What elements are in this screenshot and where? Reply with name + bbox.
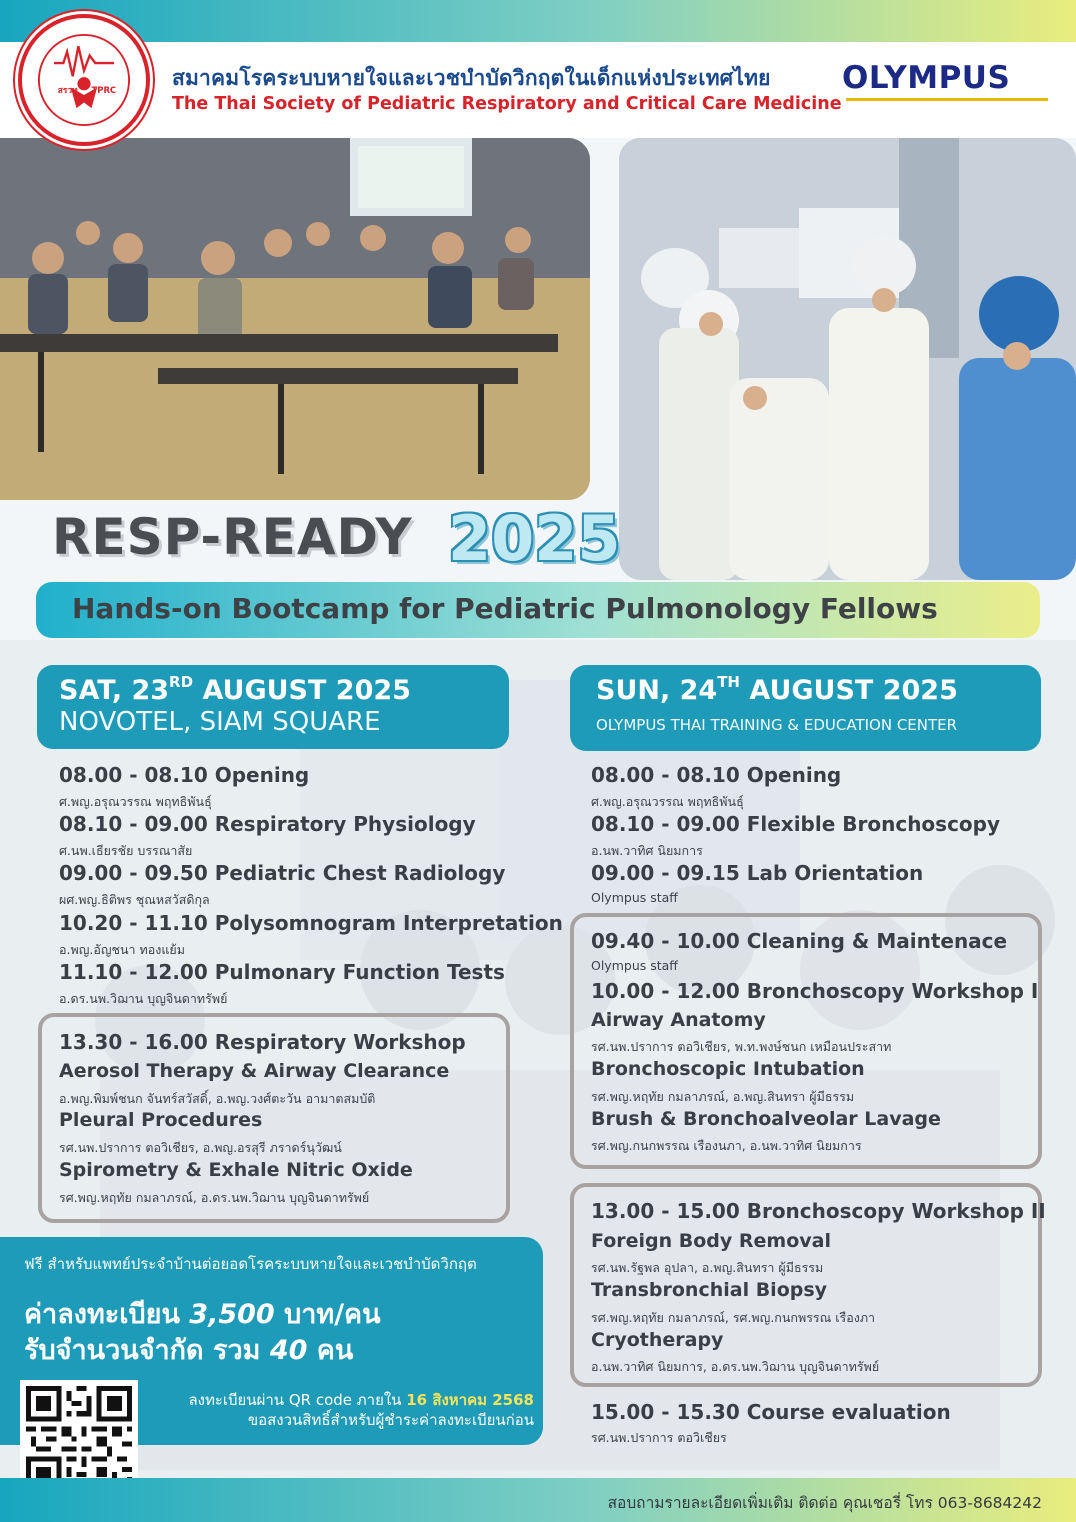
day2-event-1-speaker: ศ.พญ.อรุณวรรณ พฤทธิพันธุ์ — [591, 794, 744, 809]
registration-priority-note: ขอสงวนสิทธิ์สำหรับผู้ชำระค่าลงทะเบียนก่อน — [247, 1411, 534, 1429]
day1-event-3-time: 09.00 - 09.50 Pediatric Chest Radiology — [59, 861, 506, 885]
svg-text:สรวท: สรวท — [57, 85, 78, 96]
day1-event-4-time: 10.20 - 11.10 Polysomnogram Interpretation — [59, 911, 563, 935]
day1-workshop-time: 13.30 - 16.00 Respiratory Workshop — [59, 1030, 466, 1054]
day2-cleaning-time: 09.40 - 10.00 Cleaning & Maintenace — [591, 929, 1008, 953]
day2-event-1-time: 08.00 - 08.10 Opening — [591, 763, 842, 787]
day2-workshop1-item-2: Bronchoscopic Intubation — [591, 1058, 865, 1080]
day1-event-2-speaker: ศ.นพ.เธียรชัย บรรณาสัย — [59, 843, 193, 858]
day1-workshop-item-2: Pleural Procedures — [59, 1109, 263, 1131]
tprc-seal-icon — [22, 18, 146, 142]
day1-venue: NOVOTEL, SIAM SQUARE — [59, 707, 381, 737]
day2-workshop1-time: 10.00 - 12.00 Bronchoscopy Workshop I — [591, 979, 1039, 1003]
day1-event-4-speaker: อ.พญ.อัญชนา ทองแย้ม — [59, 942, 185, 957]
day2-workshop2-item-3: Cryotherapy — [591, 1329, 724, 1351]
day2-event-2-speaker: อ.นพ.วาทิศ นิยมการ — [591, 843, 703, 858]
day1-workshop-item-3-speaker: รศ.พญ.หฤทัย กมลาภรณ์, อ.ดร.นพ.วิฌาน บุญจินดาทรัพย์ — [59, 1190, 370, 1205]
top-gradient-bar — [0, 0, 1076, 42]
day1-date: SAT, 23RD AUGUST 2025 — [59, 673, 411, 706]
day1-event-1-time: 08.00 - 08.10 Opening — [59, 763, 310, 787]
day2-closing-time: 15.00 - 15.30 Course evaluation — [591, 1400, 951, 1424]
registration-fee: ค่าลงทะเบียน 3,500 บาท/คน — [24, 1299, 381, 1330]
qr-code-icon — [26, 1386, 132, 1492]
day2-venue: OLYMPUS THAI TRAINING & EDUCATION CENTER — [596, 716, 958, 734]
day2-workshop1-item-3-speaker: รศ.พญ.กนกพรรณ เรืองนภา, อ.นพ.วาทิศ นิยมการ — [591, 1138, 862, 1153]
day2-event-2-time: 08.10 - 09.00 Flexible Bronchoscopy — [591, 812, 1001, 836]
day2-workshop2-item-2-speaker: รศ.พญ.หฤทัย กมลาภรณ์, รศ.พญ.กนกพรรณ เรืองภา — [591, 1310, 876, 1325]
day2-workshop2-item-2: Transbronchial Biopsy — [591, 1279, 828, 1301]
day2-header — [570, 665, 1041, 751]
contact-info: สอบถามรายละเอียดเพิ่มเติม ติดต่อ คุณเชอรี่ โทร 063-8684242 — [607, 1494, 1042, 1512]
event-title: RESP-READY — [52, 508, 413, 566]
day1-workshop-item-1-speaker: อ.พญ.พิมพ์ชนก จันทร์สวัสดิ์, อ.พญ.วงศ์ตะวัน อามาตสมบัติ — [59, 1091, 376, 1106]
day1-event-5-time: 11.10 - 12.00 Pulmonary Function Tests — [59, 960, 505, 984]
day1-event-1-speaker: ศ.พญ.อรุณวรรณ พฤทธิพันธุ์ — [59, 794, 212, 809]
day2-workshop2-item-1: Foreign Body Removal — [591, 1230, 831, 1252]
day2-cleaning-speaker: Olympus staff — [591, 958, 678, 973]
day2-workshop1-item-1: Airway Anatomy — [591, 1009, 766, 1031]
day1-workshop-item-2-speaker: รศ.นพ.ปราการ ตอวิเชียร, อ.พญ.อรสุรี ภราดร์นุวัฒน์ — [59, 1140, 342, 1155]
day2-closing-speaker: รศ.นพ.ปราการ ตอวิเชียร — [591, 1430, 727, 1445]
day2-workshop2-item-1-speaker: รศ.นพ.รัฐพล อุปลา, อ.พญ.สินทรา ผู้มีธรรม — [591, 1260, 824, 1275]
day2-date: SUN, 24TH AUGUST 2025 — [596, 673, 958, 706]
org-name-thai: สมาคมโรคระบบหายใจและเวชบำบัดวิกฤตในเด็กแห่งประเทศไทย — [172, 66, 771, 90]
day1-event-3-speaker: ผศ.พญ.ธิติพร ชุณหสวัสดิกุล — [59, 892, 210, 907]
olympus-logo-underline — [846, 98, 1048, 101]
day1-header — [37, 665, 509, 749]
day2-workshop2-item-3-speaker: อ.นพ.วาทิศ นิยมการ, อ.ดร.นพ.วิฌาน บุญจินดาทรัพย์ — [591, 1359, 880, 1374]
registration-free-note: ฟรี สำหรับแพทย์ประจำบ้านต่อยอดโรคระบบหายใจและเวชบำบัดวิกฤต — [24, 1255, 477, 1273]
day1-event-2-time: 08.10 - 09.00 Respiratory Physiology — [59, 812, 476, 836]
day2-event-3-speaker: Olympus staff — [591, 890, 678, 905]
day1-workshop-item-1: Aerosol Therapy & Airway Clearance — [59, 1060, 450, 1082]
day2-workshop1-item-2-speaker: รศ.พญ.หฤทัย กมลาภรณ์, อ.พญ.สินทรา ผู้มีธรรม — [591, 1089, 855, 1104]
day1-workshop-item-3: Spirometry & Exhale Nitric Oxide — [59, 1159, 413, 1181]
svg-text:TPRC: TPRC — [91, 85, 117, 96]
org-name-english: The Thai Society of Pediatric Respiratory and Critical Care Medicine — [172, 94, 842, 114]
day2-workshop1-item-1-speaker: รศ.นพ.ปราการ ตอวิเชียร, พ.ท.พงษ์ชนก เหมือนประสาท — [591, 1039, 892, 1054]
day2-workshop1-item-3: Brush & Bronchoalveolar Lavage — [591, 1108, 941, 1130]
olympus-logo: OLYMPUS — [842, 60, 1011, 96]
day2-event-3-time: 09.00 - 09.15 Lab Orientation — [591, 861, 924, 885]
registration-limit: รับจำนวนจำกัด รวม 40 คน — [24, 1335, 354, 1366]
lecture-room-photo — [0, 138, 590, 500]
event-year: 2025 — [448, 502, 621, 575]
day1-event-5-speaker: อ.ดร.นพ.วิฌาน บุญจินดาทรัพย์ — [59, 991, 228, 1006]
tprc-logo — [18, 14, 150, 146]
event-subtitle: Hands-on Bootcamp for Pediatric Pulmonology Fellows — [72, 592, 938, 625]
bronchoscopy-lab-photo — [619, 138, 1076, 580]
registration-qr-instructions: ลงทะเบียนผ่าน QR code ภายใน 16 สิงหาคม 2568 — [188, 1391, 534, 1409]
day2-workshop2-time: 13.00 - 15.00 Bronchoscopy Workshop II — [591, 1199, 1046, 1223]
